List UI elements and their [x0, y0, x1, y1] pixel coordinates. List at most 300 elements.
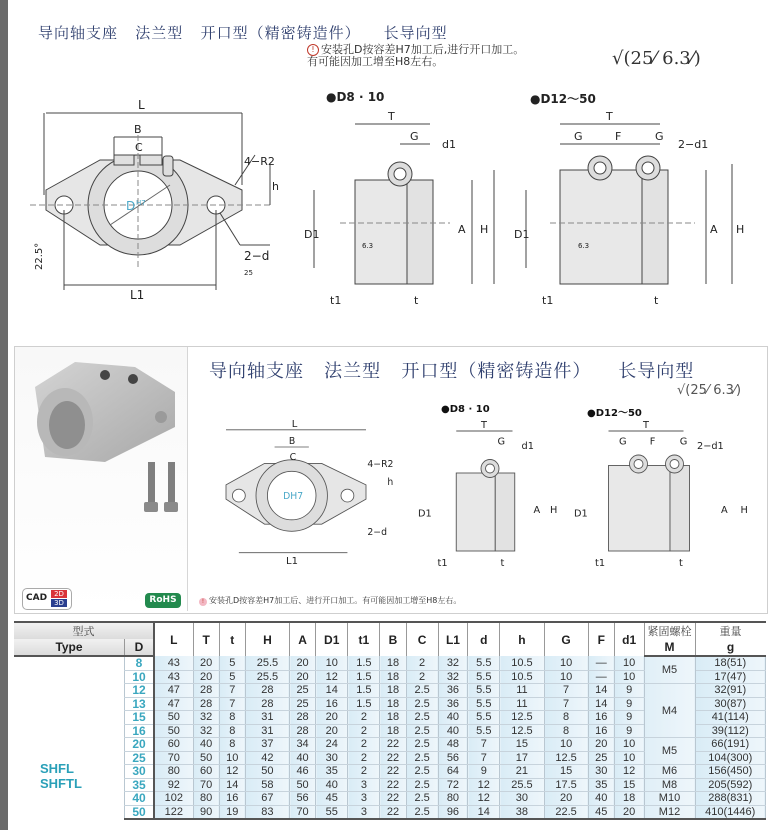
cell-H: 50: [245, 765, 289, 779]
svg-text:A: A: [458, 223, 466, 236]
cell-H: 42: [245, 751, 289, 765]
svg-text:t: t: [679, 558, 683, 569]
side-view-d12-50-drawing: [510, 108, 750, 308]
cell-d: 5.5: [468, 697, 500, 711]
cell-h: 11: [500, 697, 544, 711]
svg-text:D: D: [126, 199, 136, 213]
rohs-badge: RoHS: [145, 593, 181, 608]
cell-A: 25: [290, 684, 316, 698]
bolt-size: M5: [644, 656, 695, 684]
svg-text:G: G: [410, 130, 419, 143]
weight-value: 17(47): [695, 670, 766, 684]
type-names: [40, 761, 82, 791]
cell-L1: 40: [438, 724, 468, 738]
d12-50-label: ●D12～50: [530, 92, 596, 106]
svg-text:D1: D1: [574, 508, 588, 520]
cell-L1: 80: [438, 792, 468, 806]
cell-d1: 18: [614, 792, 644, 806]
cell-h: 38: [500, 805, 544, 819]
weight-value: 39(112): [695, 724, 766, 738]
svg-text:t1: t1: [437, 558, 448, 569]
cell-h: 12.5: [500, 711, 544, 725]
cell-L1: 56: [438, 751, 468, 765]
cell-D1: 24: [316, 738, 348, 752]
svg-text:h: h: [272, 180, 279, 193]
cell-B: 22: [380, 751, 406, 765]
cell-d1: 20: [614, 805, 644, 819]
cell-G: 15: [544, 765, 588, 779]
cell-C: 2.5: [406, 724, 438, 738]
catalog-side-view-d12-drawing: [571, 419, 751, 569]
cell-t1: 2: [348, 765, 380, 779]
cell-A: 28: [290, 711, 316, 725]
cell-L: 102: [154, 792, 193, 806]
cell-L1: 32: [438, 656, 468, 670]
catalog-d8-label: ●D8 · 10: [441, 404, 490, 415]
cell-t: 5: [219, 670, 245, 684]
cell-h: 21: [500, 765, 544, 779]
d-value: 10: [125, 670, 155, 684]
cell-h: 15: [500, 738, 544, 752]
cell-G: 22.5: [544, 805, 588, 819]
svg-text:L1: L1: [286, 556, 298, 567]
cell-D1: 20: [316, 724, 348, 738]
svg-text:L1: L1: [130, 288, 145, 302]
weight-value: 32(91): [695, 684, 766, 698]
cell-L: 92: [154, 778, 193, 792]
cell-D1: 14: [316, 684, 348, 698]
side-view-d8-10-drawing: [300, 108, 500, 308]
cell-B: 18: [380, 656, 406, 670]
d-value: 20: [125, 738, 155, 752]
cell-B: 22: [380, 792, 406, 806]
cell-L1: 72: [438, 778, 468, 792]
cell-L: 70: [154, 751, 193, 765]
cell-G: 7: [544, 684, 588, 698]
warning-icon: !: [307, 44, 319, 56]
cell-C: 2.5: [406, 697, 438, 711]
cell-d1: 9: [614, 697, 644, 711]
svg-text:F: F: [649, 436, 656, 448]
svg-text:D1: D1: [514, 228, 530, 241]
cell-h: 30: [500, 792, 544, 806]
cell-d1: 10: [614, 738, 644, 752]
cell-B: 22: [380, 778, 406, 792]
cell-t1: 1.5: [348, 684, 380, 698]
cad-download-badge[interactable]: CAD 2D 3D: [22, 588, 72, 610]
catalog-title: 导向轴支座 法兰型 开口型（精密铸造件） 长导向型: [209, 361, 695, 382]
svg-text:T: T: [643, 420, 649, 431]
cell-d1: 9: [614, 711, 644, 725]
cell-h: 10.5: [500, 656, 544, 670]
svg-text:T: T: [481, 420, 487, 431]
table-row: [14, 738, 766, 752]
svg-text:t: t: [500, 558, 505, 569]
cell-T: 28: [193, 684, 219, 698]
cell-D1: 55: [316, 805, 348, 819]
cell-D1: 30: [316, 751, 348, 765]
cell-h: 25.5: [500, 778, 544, 792]
cell-d: 9: [468, 765, 500, 779]
cell-d: 12: [468, 792, 500, 806]
cell-t: 7: [219, 684, 245, 698]
cell-L1: 48: [438, 738, 468, 752]
svg-text:B: B: [288, 436, 296, 448]
cell-F: 16: [588, 724, 614, 738]
cell-T: 20: [193, 656, 219, 670]
cell-G: 10: [544, 670, 588, 684]
cell-d1: 12: [614, 765, 644, 779]
header-col-L: L: [154, 622, 193, 656]
cell-F: 35: [588, 778, 614, 792]
cell-t1: 1.5: [348, 697, 380, 711]
svg-text:DH7: DH7: [283, 491, 304, 503]
cell-F: 40: [588, 792, 614, 806]
cell-t: 12: [219, 765, 245, 779]
type-name: SHFTL: [40, 776, 82, 791]
cell-L1: 36: [438, 697, 468, 711]
cell-t1: 3: [348, 792, 380, 806]
cell-t1: 3: [348, 805, 380, 819]
svg-text:A: A: [721, 504, 728, 516]
bolt-size: M8: [644, 778, 695, 792]
cell-t1: 3: [348, 778, 380, 792]
cell-d: 5.5: [468, 670, 500, 684]
cell-h: 17: [500, 751, 544, 765]
cell-t: 14: [219, 778, 245, 792]
cell-d: 12: [468, 778, 500, 792]
cell-B: 22: [380, 738, 406, 752]
svg-text:A: A: [710, 223, 718, 236]
cell-B: 18: [380, 670, 406, 684]
cell-B: 18: [380, 684, 406, 698]
table-row: [14, 765, 766, 779]
cell-T: 90: [193, 805, 219, 819]
svg-text:H7: H7: [136, 199, 146, 207]
d-value: 30: [125, 765, 155, 779]
cell-d: 14: [468, 805, 500, 819]
d-value: 50: [125, 805, 155, 819]
cell-A: 40: [290, 751, 316, 765]
header-bolt: M: [644, 639, 695, 656]
cell-T: 40: [193, 738, 219, 752]
cell-A: 25: [290, 697, 316, 711]
svg-text:2−d: 2−d: [244, 249, 270, 263]
header-col-G: G: [544, 622, 588, 656]
cell-L: 43: [154, 670, 193, 684]
cell-C: 2: [406, 670, 438, 684]
cell-T: 50: [193, 751, 219, 765]
cell-G: 10: [544, 738, 588, 752]
cell-L: 60: [154, 738, 193, 752]
cell-T: 80: [193, 792, 219, 806]
cell-A: 56: [290, 792, 316, 806]
cell-H: 31: [245, 724, 289, 738]
cell-d1: 10: [614, 670, 644, 684]
weight-value: 205(592): [695, 778, 766, 792]
svg-text:2−d: 2−d: [367, 526, 387, 538]
d-value: 12: [125, 684, 155, 698]
cell-t: 19: [219, 805, 245, 819]
cell-A: 20: [290, 656, 316, 670]
cell-d: 7: [468, 738, 500, 752]
table-row: [14, 778, 766, 792]
d-value: 16: [125, 724, 155, 738]
catalog-front-view-drawing: [211, 417, 411, 567]
header-col-C: C: [406, 622, 438, 656]
weight-value: 30(87): [695, 697, 766, 711]
header-col-d1: d1: [614, 622, 644, 656]
bolt-size: M12: [644, 805, 695, 819]
cell-t: 8: [219, 724, 245, 738]
table-row: [14, 684, 766, 698]
svg-text:H: H: [550, 504, 558, 516]
cell-C: 2.5: [406, 711, 438, 725]
bolt-size: M6: [644, 765, 695, 779]
svg-text:C: C: [135, 141, 143, 154]
header-weight-cn: 重量: [695, 622, 766, 639]
cell-L1: 40: [438, 711, 468, 725]
cell-C: 2.5: [406, 751, 438, 765]
table-row: [14, 805, 766, 819]
header-col-H: H: [245, 622, 289, 656]
cell-G: 8: [544, 724, 588, 738]
cell-t1: 1.5: [348, 670, 380, 684]
header-type: Type: [14, 639, 125, 656]
cell-A: 50: [290, 778, 316, 792]
header-bolt-cn: 紧固螺栓: [644, 622, 695, 639]
cell-L: 47: [154, 684, 193, 698]
cell-L1: 64: [438, 765, 468, 779]
cell-F: 14: [588, 697, 614, 711]
cell-F: 14: [588, 684, 614, 698]
cell-h: 11: [500, 684, 544, 698]
svg-text:T: T: [388, 110, 395, 123]
cell-H: 83: [245, 805, 289, 819]
cell-H: 67: [245, 792, 289, 806]
cell-L: 80: [154, 765, 193, 779]
cell-d: 5.5: [468, 711, 500, 725]
cell-F: 45: [588, 805, 614, 819]
front-view-drawing: [30, 95, 300, 305]
svg-text:T: T: [606, 110, 613, 123]
product-photo: [15, 347, 188, 611]
cell-F: 20: [588, 738, 614, 752]
cell-L1: 36: [438, 684, 468, 698]
header-col-A: A: [290, 622, 316, 656]
cell-T: 32: [193, 724, 219, 738]
svg-text:4−R2: 4−R2: [244, 155, 275, 168]
cell-T: 28: [193, 697, 219, 711]
weight-value: 288(831): [695, 792, 766, 806]
cell-C: 2.5: [406, 792, 438, 806]
page-title: 导向轴支座 法兰型 开口型（精密铸造件） 长导向型: [38, 24, 448, 42]
svg-text:t: t: [414, 294, 419, 307]
cell-D1: 10: [316, 656, 348, 670]
table-row: [14, 656, 766, 670]
svg-text:25: 25: [244, 269, 253, 277]
cell-C: 2.5: [406, 684, 438, 698]
svg-text:G: G: [655, 130, 664, 143]
svg-text:t1: t1: [542, 294, 554, 307]
cell-T: 70: [193, 778, 219, 792]
cell-D1: 20: [316, 711, 348, 725]
cell-L: 50: [154, 724, 193, 738]
svg-text:B: B: [134, 123, 142, 136]
weight-value: 66(191): [695, 738, 766, 752]
header-col-T: T: [193, 622, 219, 656]
weight-value: 41(114): [695, 711, 766, 725]
cell-t: 7: [219, 697, 245, 711]
cell-D1: 16: [316, 697, 348, 711]
cell-D1: 45: [316, 792, 348, 806]
svg-text:4−R2: 4−R2: [367, 459, 394, 470]
svg-text:t1: t1: [330, 294, 342, 307]
svg-text:H: H: [736, 223, 745, 236]
top-drawing-panel: [10, 0, 772, 325]
header-col-h: h: [500, 622, 544, 656]
cell-A: 70: [290, 805, 316, 819]
cell-G: 10: [544, 656, 588, 670]
cell-d1: 15: [614, 778, 644, 792]
cell-t1: 2: [348, 724, 380, 738]
catalog-machining-note: ! 安装孔D按容差H7加工后、进行开口加工。有可能因加工增至H8左右。: [199, 595, 461, 606]
svg-text:22.5°: 22.5°: [34, 242, 45, 270]
cell-t: 8: [219, 711, 245, 725]
cell-H: 58: [245, 778, 289, 792]
surface-roughness-symbol: √(25⁄ 6.3⁄): [612, 48, 701, 69]
cell-H: 25.5: [245, 656, 289, 670]
cell-D1: 40: [316, 778, 348, 792]
catalog-panel: [14, 346, 768, 614]
svg-text:d1: d1: [521, 441, 534, 452]
product-render-image: [15, 347, 187, 527]
svg-text:H: H: [740, 504, 748, 516]
svg-text:6.3: 6.3: [578, 242, 590, 250]
cell-H: 25.5: [245, 670, 289, 684]
header-col-D1: D1: [316, 622, 348, 656]
svg-text:A: A: [533, 504, 541, 516]
cell-L1: 96: [438, 805, 468, 819]
cell-L1: 32: [438, 670, 468, 684]
cell-G: 20: [544, 792, 588, 806]
svg-text:L: L: [138, 98, 145, 112]
cell-G: 8: [544, 711, 588, 725]
specification-table: [14, 621, 766, 820]
d-value: 35: [125, 778, 155, 792]
d-value: 13: [125, 697, 155, 711]
warning-icon: !: [199, 598, 207, 606]
svg-text:6.3: 6.3: [362, 242, 374, 250]
left-border-stripe: [0, 0, 8, 830]
cell-L: 47: [154, 697, 193, 711]
cell-D1: 12: [316, 670, 348, 684]
cell-A: 28: [290, 724, 316, 738]
svg-text:G: G: [619, 436, 627, 448]
catalog-side-view-d8-drawing: [415, 419, 565, 569]
cell-F: —: [588, 656, 614, 670]
cell-H: 31: [245, 711, 289, 725]
cell-d: 7: [468, 751, 500, 765]
cell-h: 10.5: [500, 670, 544, 684]
cell-H: 37: [245, 738, 289, 752]
svg-text:G: G: [497, 436, 506, 448]
header-col-d: d: [468, 622, 500, 656]
cell-B: 18: [380, 711, 406, 725]
cell-d1: 10: [614, 751, 644, 765]
cell-A: 34: [290, 738, 316, 752]
cell-d1: 9: [614, 684, 644, 698]
cell-t1: 2: [348, 738, 380, 752]
svg-text:2−d1: 2−d1: [697, 441, 724, 452]
svg-text:G: G: [574, 130, 583, 143]
svg-text:t1: t1: [595, 558, 606, 569]
svg-text:F: F: [615, 130, 622, 143]
header-col-t1: t1: [348, 622, 380, 656]
cell-C: 2.5: [406, 805, 438, 819]
d8-10-label: ●D8 · 10: [326, 90, 385, 104]
cell-F: 16: [588, 711, 614, 725]
cell-d1: 9: [614, 724, 644, 738]
machining-note: ! 安装孔D按容差H7加工后,进行开口加工。 有可能因加工增至H8左右。: [307, 43, 525, 68]
cell-G: 7: [544, 697, 588, 711]
cell-A: 46: [290, 765, 316, 779]
header-col-B: B: [380, 622, 406, 656]
svg-text:D1: D1: [304, 228, 320, 241]
cell-B: 22: [380, 805, 406, 819]
cell-L: 43: [154, 656, 193, 670]
cell-t1: 2: [348, 711, 380, 725]
cell-t: 10: [219, 751, 245, 765]
cell-F: 30: [588, 765, 614, 779]
cell-d: 5.5: [468, 656, 500, 670]
bolt-size: M10: [644, 792, 695, 806]
cell-T: 60: [193, 765, 219, 779]
svg-text:d1: d1: [442, 138, 456, 151]
bolt-size: M5: [644, 738, 695, 765]
cell-t: 5: [219, 656, 245, 670]
cell-h: 12.5: [500, 724, 544, 738]
cell-B: 18: [380, 724, 406, 738]
type-name: SHFL: [40, 761, 74, 776]
cell-T: 20: [193, 670, 219, 684]
cell-D1: 35: [316, 765, 348, 779]
cell-A: 20: [290, 670, 316, 684]
cell-H: 28: [245, 684, 289, 698]
weight-value: 156(450): [695, 765, 766, 779]
cell-B: 18: [380, 697, 406, 711]
catalog-d12-label: ●D12～50: [587, 408, 642, 419]
bolt-size: M4: [644, 684, 695, 738]
cell-L: 50: [154, 711, 193, 725]
cell-d1: 10: [614, 656, 644, 670]
d-value: 15: [125, 711, 155, 725]
type-name-cell: [14, 656, 125, 819]
header-weight: g: [695, 639, 766, 656]
cell-H: 28: [245, 697, 289, 711]
cell-C: 2.5: [406, 738, 438, 752]
cell-G: 12.5: [544, 751, 588, 765]
header-type-cn: 型式: [14, 622, 154, 639]
cell-C: 2: [406, 656, 438, 670]
catalog-roughness-symbol: √(25⁄ 6.3⁄): [677, 383, 742, 398]
cell-L: 122: [154, 805, 193, 819]
cell-C: 2.5: [406, 778, 438, 792]
d-value: 25: [125, 751, 155, 765]
cell-t: 8: [219, 738, 245, 752]
svg-text:2−d1: 2−d1: [678, 138, 709, 151]
svg-text:G: G: [679, 436, 688, 448]
